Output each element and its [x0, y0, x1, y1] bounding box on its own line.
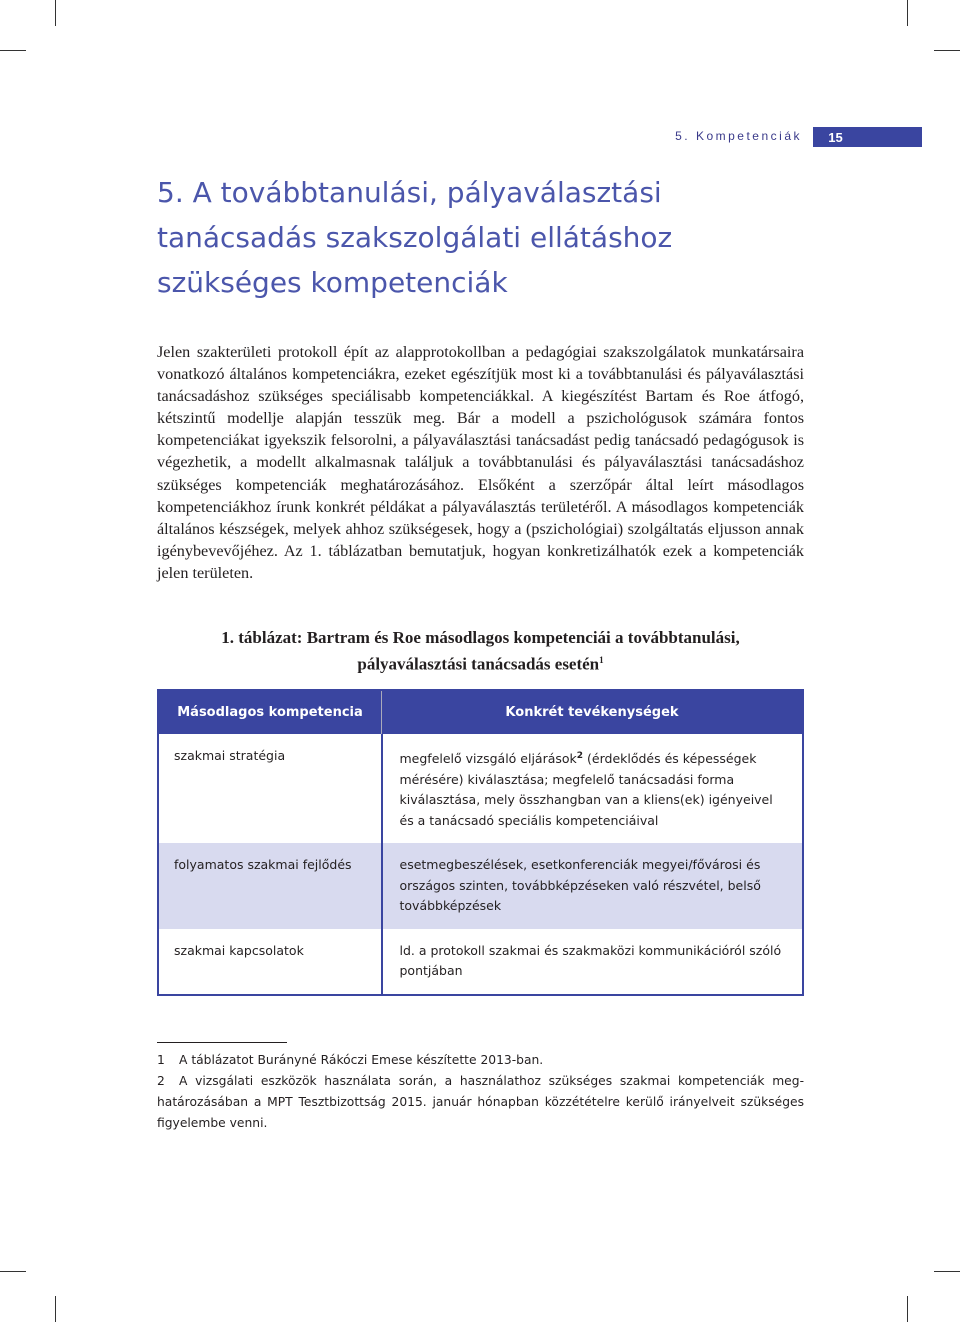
crop-mark — [55, 1296, 56, 1322]
crop-mark — [0, 50, 26, 51]
footnote-rule — [157, 1042, 287, 1043]
activity-cell — [382, 734, 804, 843]
footnote-text: A táblázatot Burányné Rákóczi Emese készítette 2013-ban. — [179, 1053, 544, 1067]
crop-mark — [907, 0, 908, 26]
chapter-title: 5. A továbbtanulási, pályaválasztási tanácsadás szakszolgálati ellátáshoz szükséges kompetenciák — [157, 176, 673, 299]
footnote-ref-2: 2 — [576, 751, 584, 761]
crop-mark — [0, 1271, 26, 1272]
page-number: 15 — [828, 129, 843, 145]
footnote-text: A vizsgálati eszközök használata során, a használathoz szükséges szakmai kompetenciák meghatározásában a MPT Tesztbizottság 2015. január hónapban közzétételre kerülő irányelveit szükséges figyelembe venni. — [157, 1074, 804, 1130]
footnote-number: 1 — [157, 1053, 165, 1067]
table-row — [158, 734, 803, 843]
header-concrete-activities: Konkrét tevékenységek — [382, 690, 804, 734]
competence-cell: szakmai stratégia — [158, 734, 382, 843]
competence-cell: folyamatos szakmai fejlődés — [158, 843, 382, 929]
competence-table — [157, 689, 804, 996]
activity-text: megfelelő vizsgáló eljárások — [399, 751, 577, 767]
activity-text: (érdeklődés és képességek mérésére) kiválasztása; megfelelő tanácsadási forma kiválasztása, mely összhangban van a kliens(ek) igényeivel és a tanácsadó speciális kompetenciáival — [399, 751, 773, 828]
table-row — [158, 929, 803, 995]
crop-mark — [55, 0, 56, 26]
activity-cell: ld. a protokoll szakmai és szakmaközi kommunikációról szóló pontjában — [382, 929, 804, 995]
running-head — [0, 127, 960, 147]
table-header-row — [158, 690, 803, 734]
page-number-box — [813, 127, 922, 147]
activity-cell: esetmegbeszélések, esetkonferenciák megyei/fővárosi és országos szinten, továbbképzéseken való részvétel, belső továbbképzések — [382, 843, 804, 929]
competence-cell: szakmai kapcsolatok — [158, 929, 382, 995]
footnotes — [157, 1050, 804, 1134]
crop-mark — [934, 50, 960, 51]
running-head-chapter: 5. Kompetenciák — [675, 129, 802, 143]
footnote-1 — [157, 1050, 804, 1071]
crop-mark — [907, 1296, 908, 1322]
table-caption — [157, 626, 804, 676]
header-secondary-competence: Másodlagos kompetencia — [158, 690, 382, 734]
table-caption-line2: pályaválasztási tanácsadás esetén — [357, 654, 600, 674]
crop-mark — [934, 1271, 960, 1272]
table-row — [158, 843, 803, 929]
body-paragraph: Jelen szakterületi protokoll épít az alapprotokollban a pedagógiai szakszolgálatok munkatársaira vonatkozó általános kompetenciákra, ezeket egészítjük most ki a továbbtanulási és pályaválasztási tanácsadáshoz szükséges speciálisabb kompetenciákkal. A kiegészítést Bartam és Roe átfogó, kétszintű modellje alapján tesszük meg. Bár a modell a pszichológusok számára fontos kompetenciákat igyekszik felsorolni, a pályaválasztási tanácsadást pedig tanácsadó pedagógusok is végezhetik, a modellt alkalmasnak találjuk a továbbtanulási és pályaválasztási tanácsadáshoz szükséges kompetenciák meghatározásához. Elsőként a szerzőpár által leírt másodlagos kompetenciákhoz írunk konkrét példákat a pályaválasztás területéről. A másodlagos kompetenciák általános készségek, melyek ahhoz szükségesek, hogy a (pszichológiai) szolgáltatás eljusson annak igénybevevőjéhez. Az 1. táblázatban bemutatjuk, hogyan konkretizálhatók ezek a kompetenciák jelen területen. — [157, 343, 804, 582]
footnote-2 — [157, 1071, 804, 1134]
footnote-ref-1: 1 — [599, 655, 604, 665]
table-caption-line1: 1. táblázat: Bartram és Roe másodlagos kompetenciái a továbbtanulási, — [221, 628, 740, 647]
footnote-number: 2 — [157, 1074, 165, 1088]
